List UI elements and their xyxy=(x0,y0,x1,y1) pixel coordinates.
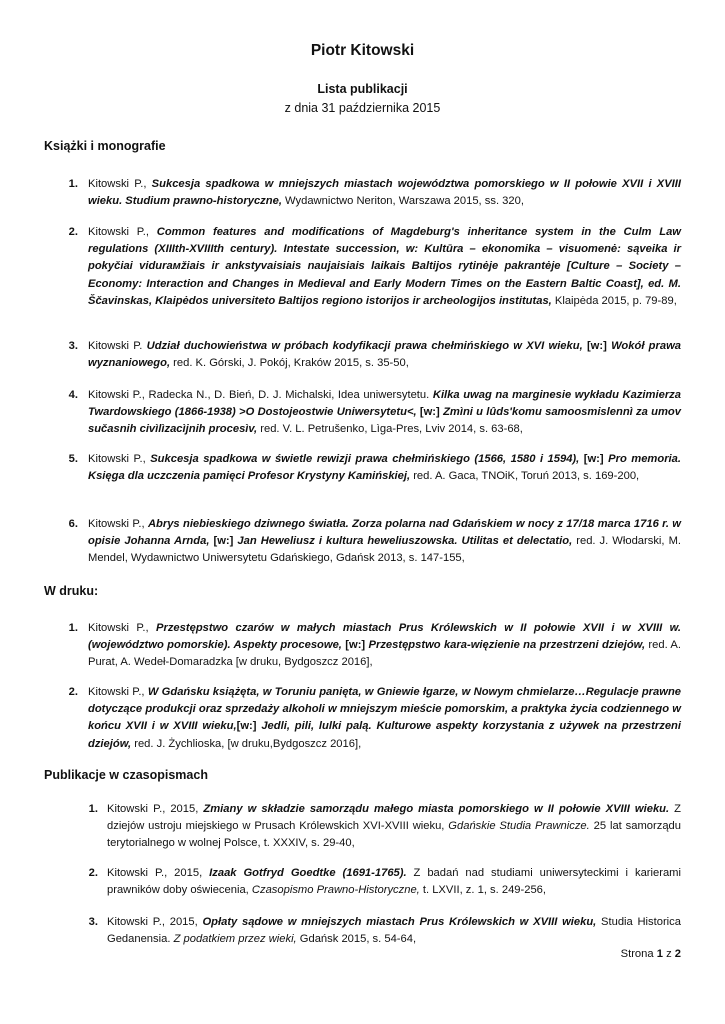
entry-text-segment: Kitowski P., xyxy=(88,226,157,238)
entry-text-segment: Przestępstwo kara-więzienie na przestrzeni dziejów, xyxy=(368,639,646,652)
entry-text-segment: Kitowski P. xyxy=(88,340,147,352)
entry-text-segment: Wydawnictwo Neriton, Warszawa 2015, ss. 320, xyxy=(281,195,524,208)
document-title: Lista publikacji xyxy=(317,82,408,96)
page-number-total: 2 xyxy=(674,948,681,960)
entry-text-segment: [w:] xyxy=(582,340,612,352)
publication-entry xyxy=(88,516,681,568)
entry-text-segment: Przestępstwo czarów w małych miastach Prus Królewskich w II połowie XVII i w XVIII w. (województwo pomorskie). Aspekty procesowe, xyxy=(88,622,681,652)
publication-entry xyxy=(88,224,681,310)
entry-text-segment: Kilka uwag na marginesie wykładu Kazimierza Twardowskiego (1866-1938) >O Dostojeostwie Uniwersytetu<, xyxy=(88,389,681,419)
item-number: 6. xyxy=(68,518,78,530)
publication-entry xyxy=(107,801,681,853)
publication-entry xyxy=(88,338,681,372)
item-number: 1. xyxy=(68,622,78,634)
entry-text-segment: Kitowski P., 2015, xyxy=(107,803,204,815)
entry-text-segment: Kitowski P., xyxy=(88,178,152,190)
entry-text-segment: Opłaty sądowe w mniejszych miastach Prus Królewskich w XVIII wieku, xyxy=(202,916,597,928)
page-number xyxy=(621,948,681,960)
entry-text-segment: red. J. Żychlioska, [w druku,Bydgoszcz 2016], xyxy=(131,737,362,750)
item-number: 2. xyxy=(68,226,78,238)
item-number: 3. xyxy=(68,340,78,352)
section-heading-journals: Publikacje w czasopismach xyxy=(44,768,208,782)
entry-text-segment: Jan Heweliusz i kultura heweliuszowska. Utilitas et delectatio, xyxy=(237,535,573,548)
entry-text-segment: Gdańsk 2015, s. 54-64, xyxy=(296,933,417,946)
entry-text-segment: Klaipėda 2015, p. 79-89, xyxy=(551,294,677,307)
item-number: 5. xyxy=(68,453,78,465)
entry-text-segment: Gdańskie Studia Prawnicze. xyxy=(448,820,590,833)
section-heading-books: Książki i monografie xyxy=(44,139,166,153)
entry-text-segment: Z dziejów ustroju miejskiego w Prusach Królewskich XVI-XVIII wieku, xyxy=(107,803,681,833)
publication-entry xyxy=(107,914,681,948)
entry-text-segment: Z podatkiem przez wieki, xyxy=(173,933,297,946)
entry-text-segment: W Gdańsku książęta, w Toruniu panięta, w Gniewie łgarze, w Nowym chmielarze…Regulacje prawne dotyczące produkcji oraz sprzedaży alkoholi w mniejszym mieście pomorskim, a praktyka życia codziennego w końcu XVII i w XVIII wieku, xyxy=(88,686,681,733)
document-date: z dnia 31 października 2015 xyxy=(284,101,441,115)
entry-text-segment: [w:] xyxy=(416,406,444,419)
item-number: 4. xyxy=(68,389,78,401)
entry-text-segment: Czasopismo Prawno-Historyczne, xyxy=(251,884,420,897)
entry-text-segment: 25 lat samorządu terytorialnego w wolnej Polsce, t. XXXIV, s. 29-40, xyxy=(107,820,681,850)
publication-entry xyxy=(88,620,681,672)
entry-text-segment: Jedli, pili, lulki palą. Kulturowe aspekty korzystania z używek na przestrzeni dziejów, xyxy=(88,720,681,750)
entry-text-segment: Kitowski P., xyxy=(88,622,157,634)
publication-entry xyxy=(88,451,681,485)
entry-text-segment: Studia Historica Gedanensia. xyxy=(107,916,681,946)
publication-entry xyxy=(88,387,681,439)
entry-text-segment: Udział duchowieństwa w próbach kodyfikacji prawa chełmińskiego w XVI wieku, xyxy=(146,340,583,352)
author-name: Piotr Kitowski xyxy=(310,42,415,59)
entry-text-segment: Kitowski P., xyxy=(88,686,148,698)
page-number-prefix: Strona xyxy=(620,948,654,960)
entry-text-segment: Izaak Gotfryd Goedtke (1691-1765). xyxy=(209,867,407,879)
page-number-of: z xyxy=(666,948,672,960)
entry-text-segment: Kitowski P., Radecka N., D. Bień, D. J. Michalski, Idea uniwersytetu. xyxy=(88,389,433,401)
entry-text-segment: red. J. Włodarski, M. Mendel, Wydawnictwo Uniwersytetu Gdańskiego, Gdańsk 2013, s. 147-155, xyxy=(88,535,681,565)
entry-text-segment: Kitowski P., 2015, xyxy=(107,916,203,928)
item-number: 2. xyxy=(68,686,78,698)
entry-text-segment: Sukcesja spadkowa w mniejszych miastach województwa pomorskiego w II połowie XVII i XVIII wieku. Studium prawno-historyczne, xyxy=(88,178,681,208)
entry-text-segment: Pro memoria. Księga dla uczczenia pamięci Profesor Krystyny Kamińskiej, xyxy=(88,453,681,483)
entry-text-segment: Kitowski P., 2015, xyxy=(107,867,210,879)
entry-text-segment: Wokół prawa wyznaniowego, xyxy=(88,340,682,370)
item-number: 1. xyxy=(88,803,98,815)
item-number: 3. xyxy=(88,916,98,928)
item-number: 2. xyxy=(88,867,98,879)
entry-text-segment: [w:] xyxy=(236,720,262,733)
entry-text-segment: red. A. Gaca, TNOiK, Toruń 2013, s. 169-200, xyxy=(410,470,640,483)
entry-text-segment: red. K. Górski, J. Pokój, Kraków 2015, s. 35-50, xyxy=(170,357,409,370)
entry-text-segment: Zmìni u lûds'komu samoosmislennì za umov sučasnih civìlìzacìjnih procesìv, xyxy=(88,406,681,436)
entry-text-segment: t. LXVII, z. 1, s. 249-256, xyxy=(419,884,547,897)
entry-text-segment: red. V. L. Petrušenko, Lìga-Pres, Lviv 2014, s. 63-68, xyxy=(257,423,523,436)
entry-text-segment: Z badań nad studiami uniwersyteckimi i karierami prawników doby oświecenia, xyxy=(107,867,681,897)
publication-entry xyxy=(88,684,681,753)
entry-text-segment: Kitowski P., xyxy=(88,518,148,530)
entry-text-segment: Sukcesja spadkowa w świetle rewizji prawa chełmińskiego (1566, 1580 i 1594), xyxy=(150,453,580,465)
entry-text-segment: Abrys niebieskiego dziwnego światła. Zorza polarna nad Gdańskiem w nocy z 17/18 marca 1716 r. w opisie Johanna Arnda, xyxy=(88,518,682,548)
entry-text-segment: Kitowski P., xyxy=(88,453,151,465)
entry-text-segment: Common features and modifications of Magdeburg's inheritance system in the Culm Law regulations (XIIIth-XVIIIth century). Intestate succession, w: Kultūra – ekonomika – visuomenė: sąveika ir pokyčiai vidurамžiais ir ankstyvaisiais naujaisiais laikais Baltijos rytinėje pakrantėje [Culture – Society – Economy: Interaction and Changes in Medieval and Early Modern Times on the Eastern Baltic Coast], ed. M. Ščavinskas, Klaipėdos universiteto Baltijos regiono istorijos ir archeologijos institutas, xyxy=(88,226,682,307)
section-heading-in-print: W druku: xyxy=(44,584,99,598)
publication-entry xyxy=(88,176,681,210)
entry-text-segment: Zmiany w składzie samorządu małego miasta pomorskiego w II połowie XVIII wieku. xyxy=(203,803,670,815)
page-number-current: 1 xyxy=(656,948,663,960)
entry-text-segment: [w:] xyxy=(209,535,238,548)
entry-text-segment: [w:] xyxy=(579,453,609,465)
entry-text-segment: [w:] xyxy=(341,639,369,652)
entry-text-segment: red. A. Purat, A. Wedeł-Domaradzka [w druku, Bydgoszcz 2016], xyxy=(88,639,681,669)
item-number: 1. xyxy=(68,178,78,190)
publication-entry xyxy=(107,865,681,899)
